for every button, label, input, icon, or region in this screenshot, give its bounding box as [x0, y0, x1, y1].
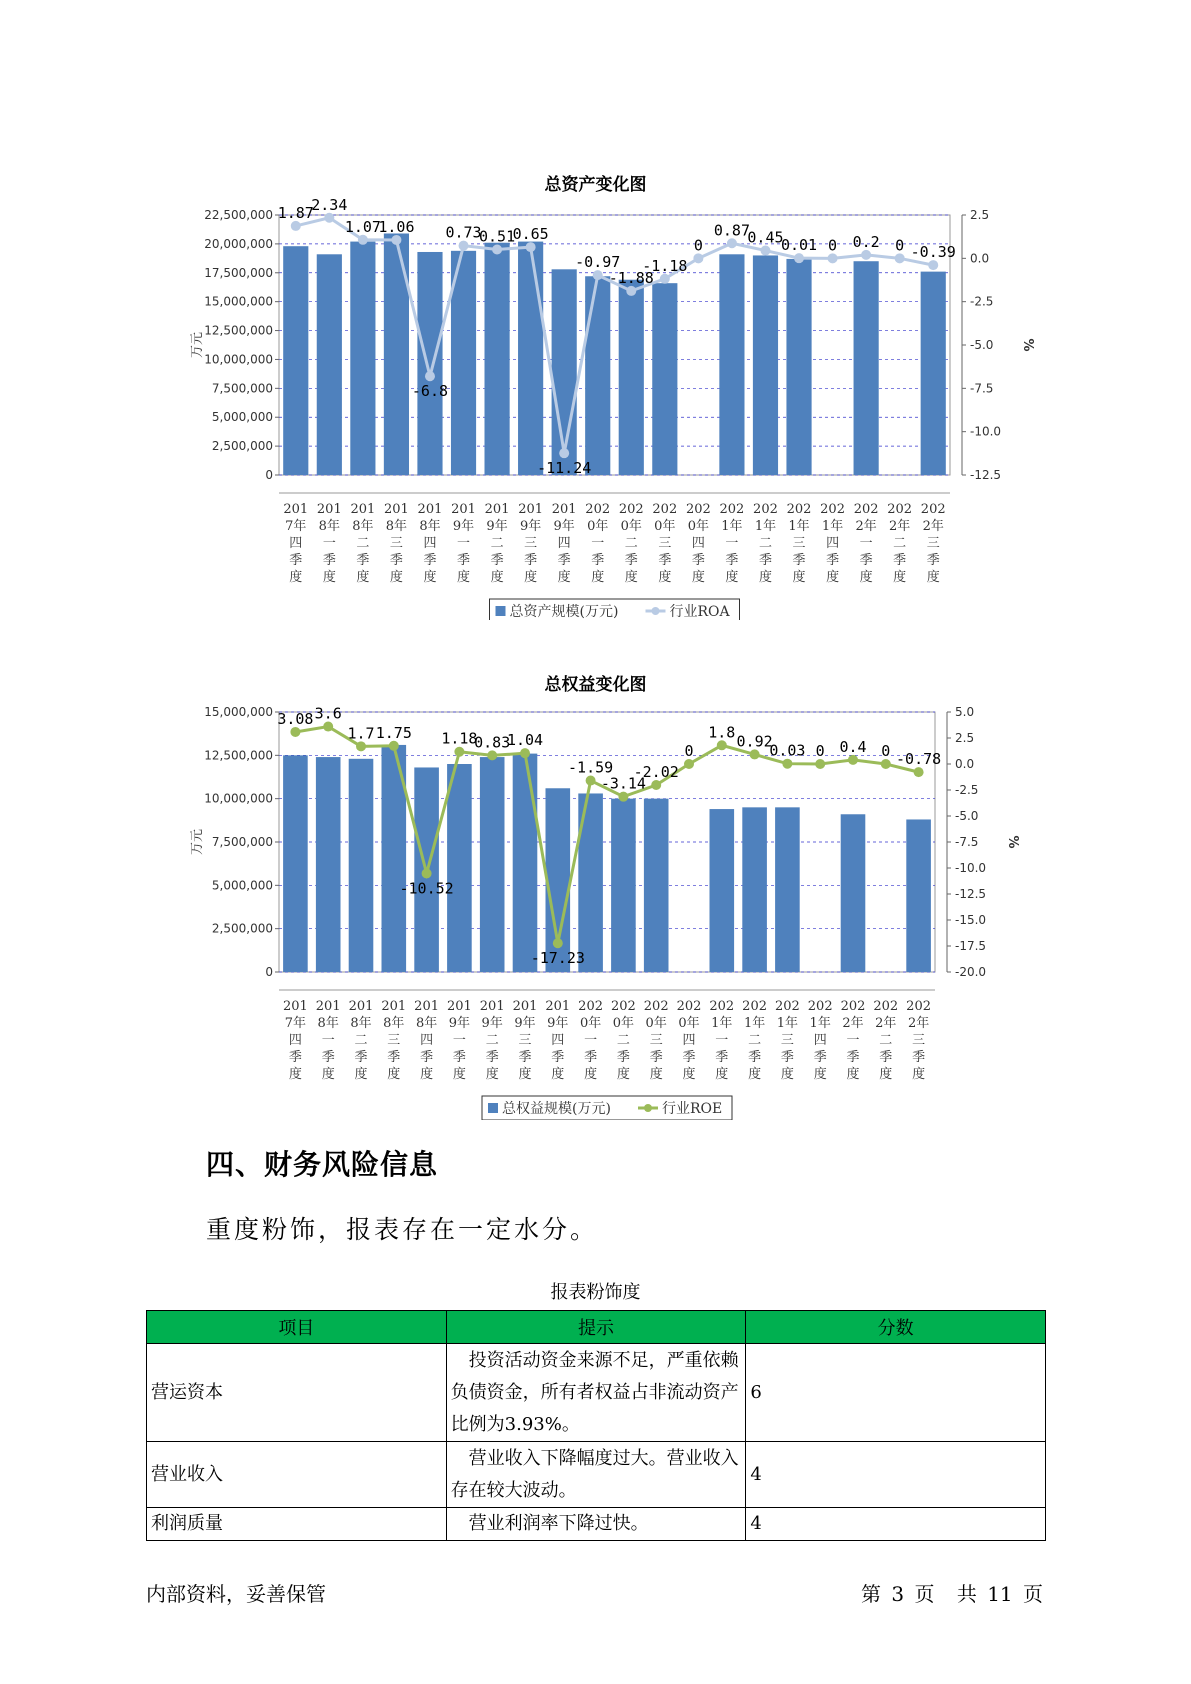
- x-tick-label: 202 0年四季度: [685, 502, 711, 585]
- section-heading: 四、财务风险信息: [206, 1148, 439, 1181]
- right-tick-label: -20.0: [955, 965, 987, 979]
- x-tick-label: 202 2年二季度: [887, 502, 913, 585]
- bar: [349, 759, 374, 972]
- data-label: 3.6: [314, 704, 342, 723]
- data-label: 0: [693, 236, 703, 255]
- header-tip: 提示: [446, 1311, 746, 1344]
- table-caption: 报表粉饰度: [550, 1282, 641, 1303]
- data-label: 0.83: [474, 733, 511, 752]
- right-tick-label: -12.5: [970, 468, 1002, 482]
- bar: [316, 757, 341, 972]
- line-point: [750, 749, 760, 759]
- bar: [644, 799, 669, 972]
- row-item: 利润质量: [147, 1508, 447, 1541]
- x-tick-label: 202 2年二季度: [873, 999, 899, 1082]
- data-label: -1.88: [608, 268, 654, 287]
- data-label: 0: [828, 236, 838, 255]
- right-axis-label: %: [1020, 338, 1035, 352]
- data-label: 1.8: [708, 723, 736, 742]
- data-label: -6.8: [411, 382, 449, 401]
- left-tick-label: 0: [265, 468, 273, 482]
- legend-bar-label: 总资产规模(万元): [509, 604, 619, 620]
- left-tick-label: 7,500,000: [211, 835, 273, 849]
- data-label: 0: [815, 742, 825, 760]
- x-tick-label: 202 1年四季度: [820, 502, 845, 585]
- bar: [513, 754, 538, 972]
- x-tick-label: 201 7年四季度: [282, 999, 308, 1082]
- data-label: 0.01: [780, 236, 818, 255]
- row-tip: 投资活动资金来源不足，严重依赖负债资金，所有者权益占非流动资产比例为3.93%。: [446, 1344, 746, 1442]
- x-tick-label: 202 1年一季度: [709, 999, 735, 1082]
- left-tick-label: 10,000,000: [204, 791, 273, 806]
- legend-bar-swatch: [488, 1103, 498, 1113]
- line-point: [684, 759, 694, 769]
- chart2-title: 总权益变化图: [544, 675, 647, 695]
- x-tick-label: 201 9年三季度: [518, 502, 544, 585]
- x-tick-label: 201 9年三季度: [512, 999, 538, 1082]
- x-tick-label: 201 9年四季度: [545, 999, 571, 1082]
- data-label: 0.87: [713, 221, 750, 240]
- x-tick-label: 202 2年一季度: [840, 999, 866, 1082]
- x-tick-label: 202 1年三季度: [786, 502, 812, 585]
- line-point: [586, 776, 596, 786]
- x-tick-label: 202 0年一季度: [585, 502, 611, 585]
- row-item: 营业收入: [147, 1442, 447, 1508]
- whitewash-table: [146, 1310, 1046, 1541]
- left-tick-label: 0: [265, 965, 273, 979]
- left-tick-label: 5,000,000: [211, 878, 273, 893]
- table-header-row: [147, 1311, 1046, 1344]
- legend-line-marker: [644, 1104, 652, 1112]
- data-label: -1.59: [568, 758, 614, 777]
- risk-summary: 重度粉饰，报表存在一定水分。: [206, 1215, 599, 1244]
- legend-bar-label: 总权益规模(万元): [502, 1101, 611, 1117]
- data-label: 1.87: [277, 203, 314, 222]
- x-tick-label: 201 9年一季度: [451, 502, 476, 585]
- x-tick-label: 201 8年三季度: [384, 502, 409, 585]
- x-tick-label: 202 0年三季度: [643, 999, 669, 1082]
- right-tick-label: -10.0: [970, 424, 1002, 439]
- table-row: [147, 1508, 1046, 1541]
- x-tick-label: 201 9年二季度: [479, 999, 505, 1082]
- left-tick-label: 15,000,000: [204, 705, 273, 719]
- x-tick-label: 202 0年二季度: [618, 502, 644, 585]
- footer-confidential: 内部资料，妥善保管: [146, 1582, 326, 1606]
- x-tick-label: 201 9年一季度: [446, 999, 472, 1082]
- x-tick-label: 202 2年一季度: [853, 502, 879, 585]
- x-tick-label: 202 1年一季度: [719, 502, 745, 585]
- right-tick-label: -2.5: [970, 294, 994, 309]
- data-label: 1.7: [347, 724, 375, 743]
- line-point: [553, 938, 563, 948]
- bar: [710, 809, 735, 972]
- left-tick-label: 2,500,000: [211, 921, 273, 936]
- x-tick-label: 202 1年二季度: [753, 502, 778, 585]
- data-label: -0.39: [910, 243, 956, 262]
- right-tick-label: -5.0: [970, 338, 994, 352]
- data-label: 1.06: [378, 217, 415, 236]
- row-score: 4: [746, 1442, 1046, 1508]
- data-label: 0: [895, 236, 905, 255]
- data-label: 0.03: [769, 741, 806, 760]
- line-point: [356, 741, 366, 751]
- x-tick-label: 202 1年四季度: [807, 999, 833, 1082]
- right-tick-label: 5.0: [955, 705, 975, 719]
- left-axis-label: 万元: [190, 828, 205, 856]
- left-tick-label: 17,500,000: [204, 265, 273, 280]
- bar: [775, 807, 800, 972]
- data-label: -10.52: [399, 879, 454, 898]
- data-label: -1.18: [642, 256, 688, 275]
- table-row: [147, 1442, 1046, 1508]
- line-point: [290, 727, 300, 737]
- legend-line-label: 行业ROA: [669, 604, 730, 620]
- x-tick-label: 201 7年四季度: [283, 502, 309, 585]
- footer-page-num: 3: [891, 1582, 905, 1606]
- data-label: -3.14: [600, 774, 646, 793]
- data-label: -2.02: [633, 763, 679, 782]
- left-tick-label: 12,500,000: [204, 323, 273, 338]
- footer-total-prefix: 共: [956, 1582, 977, 1606]
- right-tick-label: 0.0: [955, 757, 975, 771]
- line-point: [618, 792, 628, 802]
- left-tick-label: 5,000,000: [211, 410, 273, 425]
- x-tick-label: 202 1年三季度: [774, 999, 800, 1082]
- left-tick-label: 15,000,000: [204, 294, 273, 309]
- line-point: [520, 748, 530, 758]
- right-tick-label: -5.0: [955, 809, 979, 823]
- right-tick-label: -7.5: [970, 381, 994, 396]
- x-tick-label: 202 0年三季度: [652, 502, 678, 585]
- row-item: 营运资本: [147, 1344, 447, 1442]
- data-label: 1.07: [344, 217, 381, 236]
- data-label: -0.97: [575, 253, 621, 272]
- left-tick-label: 12,500,000: [204, 748, 273, 763]
- x-tick-label: 202 2年三季度: [920, 502, 946, 585]
- header-item: 项目: [147, 1311, 447, 1344]
- data-label: 1.75: [375, 723, 412, 742]
- x-tick-label: 202 0年四季度: [676, 999, 702, 1082]
- line-point: [323, 722, 333, 732]
- right-tick-label: -7.5: [955, 835, 979, 849]
- left-tick-label: 10,000,000: [204, 352, 273, 367]
- footer-page-prefix: 第: [861, 1582, 882, 1606]
- right-tick-label: -10.0: [955, 861, 987, 875]
- x-tick-label: 201 8年三季度: [381, 999, 407, 1082]
- data-label: 2.34: [311, 195, 348, 214]
- line-point: [487, 750, 497, 760]
- data-label: 1.04: [506, 731, 544, 750]
- bar: [611, 799, 636, 972]
- x-tick-label: 201 8年二季度: [348, 999, 374, 1082]
- bar: [742, 807, 767, 972]
- left-tick-label: 20,000,000: [204, 236, 273, 251]
- bar: [283, 755, 308, 972]
- right-tick-label: 0.0: [970, 251, 990, 266]
- row-tip: 营业收入下降幅度过大。营业收入存在较大波动。: [446, 1442, 746, 1508]
- line-point: [454, 747, 464, 757]
- chart1-title: 总资产变化图: [544, 175, 647, 195]
- x-tick-label: 202 0年一季度: [578, 999, 604, 1082]
- line-point: [651, 780, 661, 790]
- x-tick-label: 201 8年四季度: [414, 999, 440, 1082]
- x-tick-label: 202 1年二季度: [742, 999, 768, 1082]
- line-point: [848, 755, 858, 765]
- line-point: [815, 759, 825, 769]
- legend-line-label: 行业ROE: [662, 1101, 723, 1117]
- data-label: 0.2: [852, 232, 880, 251]
- row-score: 6: [746, 1344, 1046, 1442]
- data-label: -0.78: [896, 750, 942, 769]
- left-axis-label: 万元: [190, 331, 205, 359]
- x-tick-label: 201 8年一季度: [315, 999, 341, 1082]
- line-point: [389, 741, 399, 751]
- data-label: 0.51: [479, 227, 516, 246]
- left-tick-label: 22,500,000: [204, 208, 273, 222]
- line-point: [881, 759, 891, 769]
- bar: [906, 819, 931, 972]
- x-tick-label: 202 0年二季度: [610, 999, 636, 1082]
- right-axis-label: %: [1005, 835, 1020, 849]
- footer-total-suffix: 页: [1023, 1582, 1043, 1606]
- left-tick-label: 7,500,000: [211, 381, 273, 396]
- x-tick-label: 201 8年二季度: [350, 502, 376, 585]
- bar: [841, 814, 866, 972]
- data-label: 0: [881, 742, 891, 760]
- x-tick-label: 201 9年四季度: [551, 502, 577, 585]
- data-label: 1.18: [441, 729, 478, 748]
- footer-total-num: 11: [987, 1582, 1013, 1606]
- right-tick-label: -2.5: [955, 783, 979, 797]
- row-tip: 营业利润率下降过快。: [446, 1508, 746, 1541]
- data-label: 0.73: [445, 223, 482, 242]
- data-label: 0.4: [839, 737, 867, 756]
- data-label: 0.92: [736, 732, 773, 751]
- right-tick-label: -12.5: [955, 887, 987, 901]
- line-point: [782, 759, 792, 769]
- line-point: [914, 767, 924, 777]
- right-tick-label: -17.5: [955, 939, 987, 953]
- x-tick-label: 201 8年四季度: [417, 502, 443, 585]
- left-tick-label: 2,500,000: [211, 439, 273, 454]
- data-label: 0.65: [512, 225, 549, 244]
- x-tick-label: 202 2年三季度: [906, 999, 932, 1082]
- data-label: -17.23: [530, 949, 585, 968]
- data-label: 0.45: [747, 228, 784, 247]
- header-score: 分数: [746, 1311, 1046, 1344]
- right-tick-label: 2.5: [970, 208, 990, 222]
- footer-page-mid: 页: [914, 1582, 935, 1606]
- data-label: -11.24: [537, 459, 592, 478]
- bar: [447, 764, 472, 972]
- row-score: 4: [746, 1508, 1046, 1541]
- line-point: [717, 740, 727, 750]
- right-tick-label: -15.0: [955, 913, 987, 927]
- x-tick-label: 201 8年一季度: [316, 502, 342, 585]
- x-tick-label: 201 9年二季度: [484, 502, 510, 585]
- data-label: 3.08: [277, 709, 314, 728]
- right-tick-label: 2.5: [955, 731, 975, 745]
- footer-page-number: [859, 1578, 1045, 1607]
- line-point: [422, 868, 432, 878]
- table-row: [147, 1344, 1046, 1442]
- bar: [480, 757, 505, 972]
- data-label: 0: [684, 742, 694, 760]
